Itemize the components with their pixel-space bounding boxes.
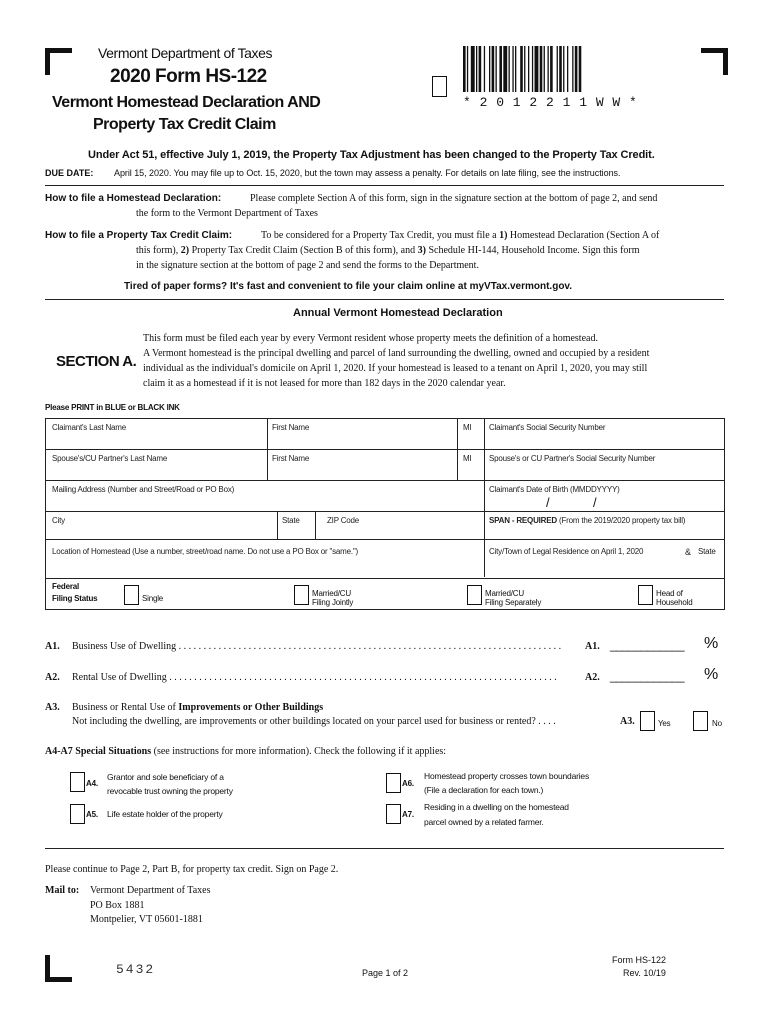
agency-name: Vermont Department of Taxes — [98, 45, 273, 61]
divider — [45, 299, 724, 300]
spouse-last-name-label: Spouse's/CU Partner's Last Name — [52, 454, 168, 463]
form-title-line1: Vermont Homestead Declaration AND — [52, 94, 321, 111]
print-note: Please PRINT in BLUE or BLACK INK — [45, 403, 180, 412]
a2-number: A2. — [45, 672, 60, 683]
barcode-bar — [499, 46, 502, 92]
a5-label: A5. — [86, 810, 98, 819]
married-separately-checkbox[interactable] — [467, 585, 482, 605]
town-of-residence-field[interactable] — [485, 540, 723, 577]
a7-label: A7. — [402, 810, 414, 819]
barcode-bar — [528, 46, 529, 92]
barcode-bar — [479, 46, 482, 92]
barcode-bar — [467, 46, 468, 92]
mailing-address-label: Mailing Address (Number and Street/Road or PO Box) — [52, 485, 235, 494]
barcode-bar — [524, 46, 525, 92]
due-date-text: April 15, 2020. You may file up to Oct. 15, 2020, but the town may assess a penalty. For details on late filing, see the instructions. — [114, 168, 621, 178]
barcode-bar — [496, 46, 497, 92]
claimant-ssn-label: Claimant's Social Security Number — [489, 423, 606, 432]
a2-label: Rental Use of Dwelling — [72, 672, 167, 683]
town-of-residence-label: City/Town of Legal Residence on April 1, 2020 — [489, 547, 644, 556]
section-a-heading: Annual Vermont Homestead Declaration — [293, 307, 503, 319]
a3-text1 — [72, 702, 323, 713]
form-title-line2: Property Tax Credit Claim — [93, 116, 276, 133]
form-code: 5432 — [116, 962, 156, 977]
barcode-bar — [550, 46, 553, 92]
howto-credit-line1 — [261, 230, 659, 241]
a4-label: A4. — [86, 779, 98, 788]
barcode-bar — [484, 46, 485, 92]
mail-address-line1: Vermont Department of Taxes — [90, 885, 211, 896]
spouse-mi-label: MI — [463, 454, 472, 463]
filing-status-label1: Federal — [52, 582, 80, 591]
a2-text: Rental Use of Dwelling . . . . . . . . . . . . . . . . . . . . . . . . . . . . . . . . . . . . . . . . . . . . . . . . . . . . . . . . . . . . . . . . . . . . . . . . . . . . . . — [72, 672, 557, 683]
zip-code-label: ZIP Code — [327, 516, 360, 525]
barcode-bar — [567, 46, 568, 92]
howto-declaration-label: How to file a Homestead Declaration: — [45, 193, 222, 204]
a2-percent-input[interactable]: ____________ — [610, 669, 685, 683]
city-label: City — [52, 516, 65, 525]
span-label — [489, 516, 685, 525]
date-of-birth-slashes: / / — [546, 495, 597, 510]
a6-text2: (File a declaration for each town.) — [424, 785, 544, 795]
a3-yes-checkbox[interactable] — [640, 711, 655, 731]
howto-declaration-line1: Please complete Section A of this form, sign in the signature section at the bottom of page 2, and send — [250, 193, 658, 204]
barcode — [462, 46, 658, 92]
section-a-intro4: claim it as a homestead if it is not leased for more than 182 days in the 2020 calendar year. — [143, 378, 506, 389]
a5-text: Life estate holder of the property — [107, 809, 223, 819]
page-number: Page 1 of 2 — [362, 968, 409, 978]
howto-credit-n2: 2) — [180, 245, 190, 256]
howto-credit-n1: 1) — [499, 230, 508, 241]
barcode-bar — [509, 46, 510, 92]
divider — [45, 185, 724, 186]
married-separately-label1: Married/CU — [485, 589, 524, 598]
howto-credit-line2 — [136, 245, 640, 256]
homestead-location-field[interactable] — [46, 540, 484, 577]
spouse-first-name-label: First Name — [272, 454, 310, 463]
form-revision: Rev. 10/19 — [623, 968, 666, 978]
a3-yes-label: Yes — [658, 719, 671, 728]
special-situations-heading — [45, 746, 446, 757]
a3-text1b: Improvements or Other Buildings — [178, 702, 324, 713]
howto-credit-line1a: To be considered for a Property Tax Credit, you must file a — [261, 230, 497, 241]
a1-number: A1. — [45, 641, 60, 652]
howto-credit-n3: 3) — [417, 245, 426, 256]
section-a-intro3: individual as the individual's domicile on April 1, 2020. If your homestead is leased to a tenant on April 1, 2020, you may still — [143, 363, 648, 374]
due-date-label: DUE DATE: — [45, 168, 94, 178]
barcode-bar — [503, 46, 507, 92]
head-of-household-checkbox[interactable] — [638, 585, 653, 605]
a3-no-checkbox[interactable] — [693, 711, 708, 731]
registration-mark-top-left — [45, 48, 72, 75]
howto-credit-line2a: this form), — [136, 245, 179, 256]
barcode-bar — [463, 46, 466, 92]
section-a-intro1: This form must be filed each year by every Vermont resident whose property meets the definition of a homestead. — [143, 333, 598, 344]
section-a-label: SECTION A. — [56, 353, 137, 370]
form-id: Form HS-122 — [612, 955, 667, 965]
a7-checkbox[interactable] — [386, 804, 401, 824]
a4-text2: revocable trust owning the property — [107, 786, 233, 796]
state-label: State — [282, 516, 300, 525]
barcode-bar — [575, 46, 578, 92]
section-a-intro2: A Vermont homestead is the principal dwelling and parcel of land surrounding the dwelling, owned and occupied by a resident — [143, 348, 650, 359]
a7-text2: parcel owned by a related farmer. — [424, 817, 544, 827]
married-jointly-checkbox[interactable] — [294, 585, 309, 605]
a3-text1a: Business or Rental Use of — [72, 702, 176, 713]
mail-to-label: Mail to: — [45, 885, 80, 896]
a6-checkbox[interactable] — [386, 773, 401, 793]
a3-no-label: No — [712, 719, 722, 728]
a3-number: A3. — [45, 702, 60, 713]
married-jointly-label2: Filing Jointly — [312, 598, 354, 607]
a6-text1: Homestead property crosses town boundaries — [424, 771, 589, 781]
ampersand: & — [685, 547, 691, 557]
form-name: 2020 Form HS-122 — [110, 66, 267, 87]
barcode-bar — [572, 46, 573, 92]
a5-checkbox[interactable] — [70, 804, 85, 824]
registration-mark-top-right — [701, 48, 728, 75]
barcode-bar — [512, 46, 513, 92]
special-heading-bold: A4-A7 Special Situations — [45, 746, 152, 757]
howto-credit-line2c: Schedule HI-144, Household Income. Sign this form — [428, 245, 640, 256]
mail-address-line3: Montpelier, VT 05601-1881 — [90, 914, 203, 925]
barcode-bar — [548, 46, 549, 92]
married-separately-label2: Filing Separately — [485, 598, 542, 607]
barcode-bar — [515, 46, 516, 92]
married-jointly-label1: Married/CU — [312, 589, 351, 598]
a3-text2: Not including the dwelling, are improvements or other buildings located on your parcel used for business or rented? . . . . — [72, 716, 556, 727]
filing-status-label2: Filing Status — [52, 594, 98, 603]
barcode-bar — [544, 46, 545, 92]
a1-percent-sign: % — [704, 635, 719, 652]
continue-note: Please continue to Page 2, Part B, for property tax credit. Sign on Page 2. — [45, 864, 339, 875]
act-notice: Under Act 51, effective July 1, 2019, the Property Tax Adjustment has been changed to the Property Tax Credit. — [88, 149, 655, 161]
a2-ref: A2. — [585, 672, 600, 683]
head-of-household-label1: Head of — [656, 589, 683, 598]
registration-mark-bottom-left — [45, 955, 72, 982]
a3-ref: A3. — [620, 716, 635, 727]
howto-credit-line2b: Property Tax Credit Claim (Section B of this form), and — [191, 245, 416, 256]
barcode-bar — [471, 46, 475, 92]
claimant-last-name-label: Claimant's Last Name — [52, 423, 127, 432]
barcode-bar — [476, 46, 477, 92]
a1-ref: A1. — [585, 641, 600, 652]
barcode-bar — [492, 46, 495, 92]
divider — [45, 848, 724, 849]
single-label: Single — [142, 594, 164, 603]
barcode-bar — [520, 46, 523, 92]
span-required: SPAN - REQUIRED — [489, 516, 557, 525]
barcode-bar — [579, 46, 582, 92]
mi-label: MI — [463, 423, 472, 432]
online-note: Tired of paper forms? It's fast and convenient to file your claim online at myVTax.vermont.gov. — [124, 281, 573, 292]
a4-checkbox[interactable] — [70, 772, 85, 792]
a4-text1: Grantor and sole beneficiary of a — [107, 772, 224, 782]
barcode-bar — [535, 46, 539, 92]
mail-address-line2: PO Box 1881 — [90, 900, 145, 911]
span-source: (From the 2019/2020 property tax bill) — [559, 516, 686, 525]
barcode-bar — [532, 46, 533, 92]
amended-checkbox[interactable] — [432, 76, 447, 97]
first-name-label: First Name — [272, 423, 310, 432]
a1-text: Business Use of Dwelling . . . . . . . . . . . . . . . . . . . . . . . . . . . . . . . . . . . . . . . . . . . . . . . . . . . . . . . . . . . . . . . . . . . . . . . . . . . . . — [72, 641, 562, 652]
a6-label: A6. — [402, 779, 414, 788]
special-heading-rest: (see instructions for more information). Check the following if it applies: — [153, 746, 447, 757]
barcode-bar — [563, 46, 564, 92]
a7-text1: Residing in a dwelling on the homestead — [424, 802, 569, 812]
city-field[interactable] — [46, 512, 277, 539]
howto-credit-line3: in the signature section at the bottom of page 2 and send the forms to the Department. — [136, 260, 479, 271]
howto-credit-label: How to file a Property Tax Credit Claim: — [45, 230, 233, 241]
head-of-household-label2: Household — [656, 598, 693, 607]
barcode-bar — [489, 46, 490, 92]
a1-percent-input[interactable]: ____________ — [610, 638, 685, 652]
a1-label: Business Use of Dwelling — [72, 641, 177, 652]
date-of-birth-label: Claimant's Date of Birth (MMDDYYYY) — [489, 485, 620, 494]
single-checkbox[interactable] — [124, 585, 139, 605]
a2-percent-sign: % — [704, 666, 719, 683]
state-of-residence-label: State — [698, 547, 716, 556]
spouse-ssn-label: Spouse's or CU Partner's Social Security Number — [489, 454, 656, 463]
howto-credit-line1b: Homestead Declaration (Section A of — [509, 230, 660, 241]
homestead-location-label: Location of Homestead (Use a number, street/road name. Do not use a PO Box or "same.") — [52, 547, 358, 556]
barcode-text: * 2 0 1 2 2 1 1 W W * — [463, 95, 638, 110]
barcode-bar — [557, 46, 558, 92]
barcode-bar — [540, 46, 543, 92]
howto-declaration-line2: the form to the Vermont Department of Taxes — [136, 208, 318, 219]
barcode-bar — [559, 46, 562, 92]
